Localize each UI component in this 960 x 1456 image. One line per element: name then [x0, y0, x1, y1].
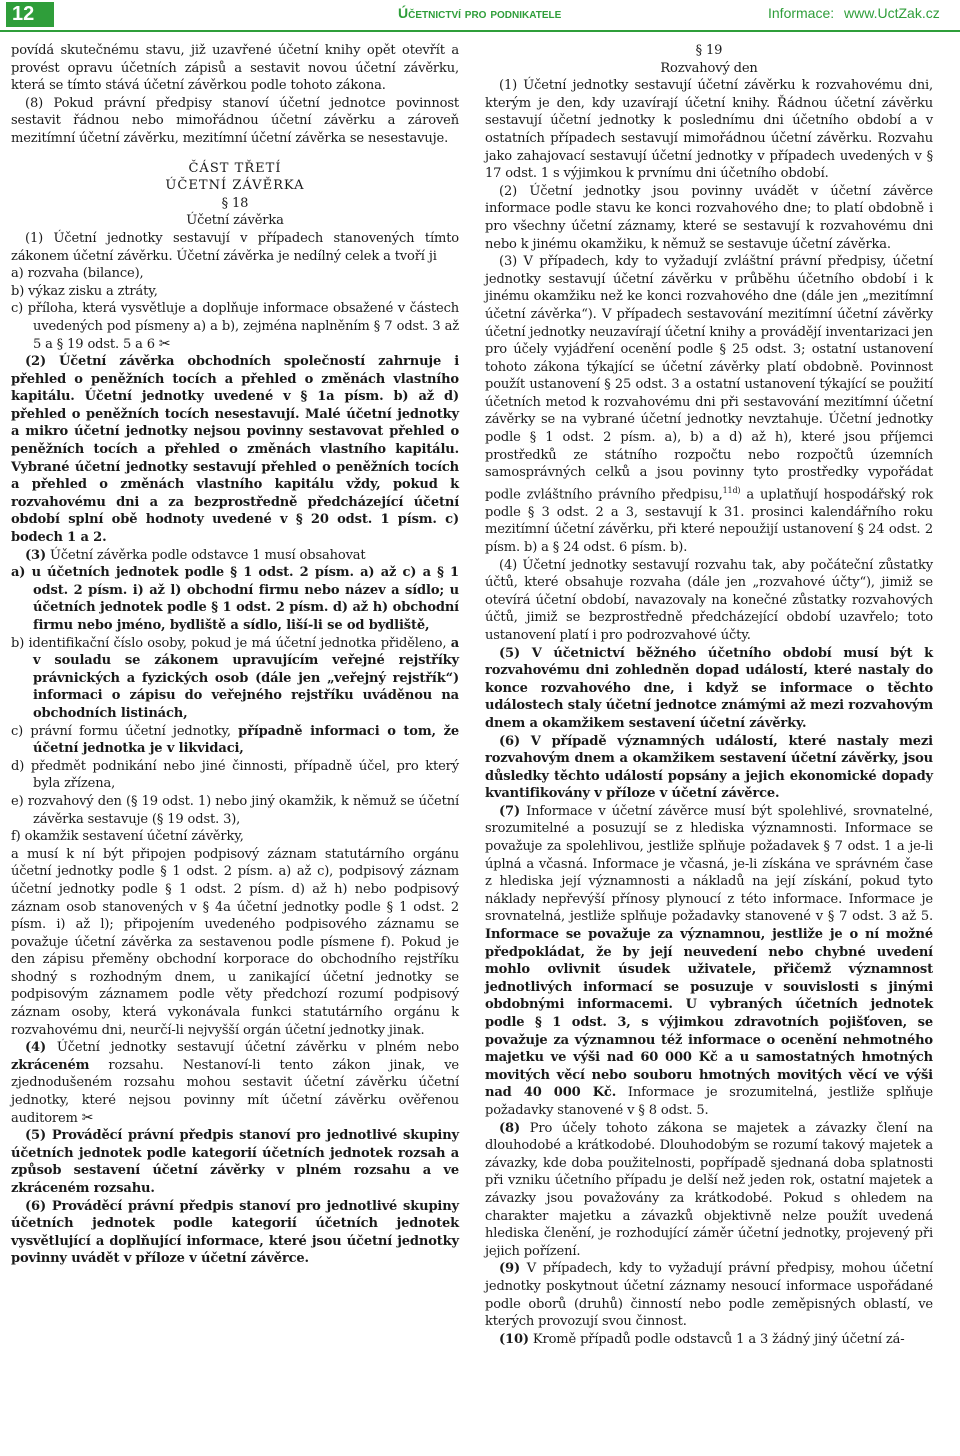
list-item: d) předmět podnikání nebo jiné činnosti, případně účel, pro který byla zřízena, — [11, 758, 459, 792]
list-item: f) okamžik sestavení účetní závěrky, — [11, 829, 244, 845]
running-title: Účetnictví pro podnikatele — [398, 5, 562, 21]
paragraph: (6) Prováděcí právní předpis stanoví pro jednotlivé skupiny účetních jednotek podle kategorií účetních jednotek vysvětlující a doplňující informace, které jsou účetní jednotky povinny uvádět v příloze v účetní závěrce. — [11, 1198, 459, 1267]
section-number: § 19 — [695, 43, 723, 58]
paragraph: povídá skutečnému stavu, již uzavřené účetní knihy opět otevřít a provést opravu účetních zápisů a sestavit novou účetní závěrku, která se tímto stává účetní závěrkou podle tohoto zákona. — [11, 43, 459, 94]
footnote-ref: 11d) — [722, 485, 741, 495]
section-title: Účetní závěrka — [186, 213, 284, 229]
paragraph: (2) Účetní jednotky jsou povinny uvádět v účetní závěrce informace podle stavu ke konci rozvahového dne; to platí obdobně i pro všechny účetní záznamy, které se sestavují k rozvahovému dni nebo k jinému okamžiku, k němuž se sestavuje účetní závěrka. — [485, 183, 933, 252]
section-number: § 18 — [221, 195, 249, 211]
part-title: ÚČETNÍ ZÁVĚRKA — [165, 178, 305, 194]
paragraph: a musí k ní být připojen podpisový záznam statutárního orgánu účetní jednotky podle § 1 odst. 2 písm. a) až c), podpisový záznam účetní jednotky podle § 1 odst. 2 písm. d) až h) nebo podpisový záznam osob stanovených v § 4a účetní jednotky podle § 1 odst. 2 písm. i) až l); připojením uvedeného podpisového záznamu se považuje účetní závěrka za sestavenou podle písmene f). Pokud je den zápisu přeměny obchodní korporace do obchodního rejstříku shodný s rozhodným dnem, u zanikající účetní jednotky se podpisovým záznamem podle věty předchozí rozumí podpisový záznam osoby, která vykonávala funkci statutárního orgánu k rozvahovému dni, neurčí-li nejvyšší orgán účetní jednotky jinak. — [11, 846, 459, 1038]
paragraph: (8) Pro účely tohoto zákona se majetek a závazky člení na dlouhodobé a krátkodobé. Dlouhodobým se rozumí takový majetek a závazky, kde doba použitelnosti, popřípadě sjednaná doba splatnosti při vzniku účetního případu je delší než jeden rok, ostatní majetek a závazky jsou považovány za krátkodobé. Pokud s ohledem na charakter majetku a závazků objektivně nelze použít uvedená hlediska členění, je rozhodující záměr účetní jednotky, projevený při jejich pořízení. — [485, 1120, 933, 1259]
list-item: a) rozvaha (bilance), — [11, 266, 144, 282]
left-column — [11, 42, 459, 1268]
page-number: 12 — [6, 2, 54, 27]
scissors-icon: ✂ — [158, 335, 171, 352]
paragraph: (6) V případě významných událostí, které nastaly mezi rozvahovým dnem a okamžikem sestavení účetní závěrky, jsou důsledky těchto událostí popsány a jejich ekonomické dopady kvantifikovány v příloze v účetní závěrce. — [485, 733, 933, 802]
list-item: e) rozvahový den (§ 19 odst. 1) nebo jiný okamžik, k němuž se účetní závěrka sestavuje (§ 19 odst. 3), — [11, 793, 459, 827]
paragraph: (9) V případech, kdy to vyžadují právní předpisy, mohou účetní jednotky poskytnout účetní záznamy nesoucí informace uspořádané podle oborů (druhů) činností nebo podle zeměpisných oblastí, ve kterých provozují svou činnost. — [485, 1261, 934, 1330]
paragraph: (3) Účetní závěrka podle odstavce 1 musí obsahovat — [25, 547, 366, 563]
list-item: c) příloha, která vysvětluje a doplňuje informace obsažené v částech uvedených pod písmeny a) a b), zejména naplněním § 7 odst. 3 až 5 a § 19 odst. 5 a 6 ✂ — [11, 301, 459, 352]
section-title: Rozvahový den — [660, 60, 758, 76]
scissors-icon: ✂ — [81, 1109, 94, 1126]
paragraph: (2) Účetní závěrka obchodních společností zahrnuje i přehled o peněžních tocích a přehled o změnách vlastního kapitálu. Účetní jednotky uvedené v § 1a písm. b) až d) přehled o peněžních tocích nesestavují. Malé účetní jednotky a mikro účetní jednotky nejsou povinny sestavovat přehled o peněžních tocích a přehled o změnách vlastního kapitálu. Vybrané účetní jednotky sestavují přehled o peněžních tocích a přehled o změnách vlastního kapitálu vždy, pokud k rozvahovému dni a za bezprostředně předcházející účetní období splní obě hodnoty uvedené v § 20 odst. 1 písm. c) bodech 1 a 2. — [11, 354, 459, 546]
paragraph: (5) Prováděcí právní předpis stanoví pro jednotlivé skupiny účetních jednotek podle kategorií účetních jednotek rozsah a způsob sestavení účetní závěrky v plném rozsahu a ve zkráceném rozsahu. — [11, 1128, 459, 1196]
paragraph: (7) Informace v účetní závěrce musí být spolehlivé, srovnatelné, srozumitelné a posuzují se z hlediska významnosti. Informace se považuje za spolehlivou, jestliže splňuje požadavek § 7 odst. 1 a je-li úplná a včasná. Informace je včasná, je-li získána ve správném čase z hlediska její významnosti a nákladů na její získání, pokud tyto náklady nepřevýší přínosy plynoucí z této informace. Informace je srovnatelná, jestliže splňuje požadavky stanovené v § 7 odst. 3 až 5. Informace se považuje za významnou, jestliže je o ní možné předpokládat, že by její neuvedení nebo chybné uvedení mohlo ovlivnit úsudek uživatele, přičemž významnost jednotlivých informací se posuzuje v souvislosti s jinými obdobnými informacemi. U vybraných účetních jednotek podle § 1 odst. 3, s výjimkou zdravotních pojišťoven, se považuje za významnou též informace o ocenění nehmotného majetku ve výši nad 60 000 Kč a u samostatných hmotných movitých věcí nebo souboru hmotných movitých věcí ve výši nad 40 000 Kč. Informace je srozumitelná, jestliže splňuje požadavky stanovené v § 8 odst. 5. — [485, 803, 934, 1118]
list-item: c) právní formu účetní jednotky, případně informaci o tom, že účetní jednotka je v likvidaci, — [11, 723, 459, 757]
paragraph: (10) Kromě případů podle odstavců 1 a 3 žádný jiný účetní zá- — [499, 1331, 905, 1347]
paragraph: (5) V účetnictví běžného účetního období musí být k rozvahovému dni zohledněn dopad událostí, které nastaly do konce rozvahového dne, i když se informace o těchto událostech staly účetní jednotce známými až mezi rozvahovým dnem a okamžikem sestavení účetní závěrky. — [485, 645, 933, 731]
paragraph: (8) Pokud právní předpisy stanoví účetní jednotce povinnost sestavit řádnou nebo mimořádnou účetní závěrku a zároveň mezitímní účetní závěrku, mezitímní účetní závěrka se nesestavuje. — [11, 95, 459, 146]
list-item: b) identifikační číslo osoby, pokud je má účetní jednotka přiděleno, a v souladu se zákonem upravujícím veřejné rejstříky právnických a fyzických osob (dále jen „veřejný rejstřík“) informaci o zápisu do veřejného rejstříku uváděnou na obchodních listinách, — [11, 635, 459, 721]
paragraph: (1) Účetní jednotky sestavují v případech stanovených tímto zákonem účetní závěrku. Účetní závěrka je nedílný celek a tvoří ji — [11, 230, 459, 264]
header-rule — [0, 30, 960, 32]
part-heading: ČÁST TŘETÍ — [188, 160, 282, 176]
paragraph: (4) Účetní jednotky sestavují účetní závěrku v plném nebo zkráceném rozsahu. Nestanoví-li tento zákon jinak, ve zjednodušeném rozsahu mohou sestavit účetní závěrku účetní jednotky, které nejsou povinny mít účetní závěrku ověřenou auditorem ✂ — [11, 1040, 459, 1126]
right-column — [485, 42, 933, 1348]
paragraph: (1) Účetní jednotky sestavují účetní závěrku k rozvahovému dni, kterým je den, kdy uzavírají účetní knihy. Řádnou účetní závěrku sestavují účetní jednotky k poslednímu dni účetního období a v ostatních případech sestavují mimořádnou účetní závěrku. Rozvahu jako zahajovací sestavují účetní jednotky v případech uvedených v § 17 odst. 1 s výjimkou k prvnímu dni účetního období. — [485, 78, 933, 182]
page-header — [0, 0, 960, 30]
paragraph: (4) Účetní jednotky sestavují rozvahu tak, aby počáteční zůstatky účtů, které obsahuje rozvaha (dále jen „rozvahové účty“), jimiž se otevírá účetní období, navazovaly na konečné zůstatky rozvahových účtů, jimiž se bezprostředně předcházející období uzavřelo; toto ustanovení platí i pro podrozvahové účty. — [485, 557, 933, 643]
running-info: Informace: www.UctZak.cz — [768, 5, 940, 21]
list-item: a) u účetních jednotek podle § 1 odst. 2 písm. a) až c) a § 1 odst. 2 písm. i) až l) obchodní firmu nebo název a sídlo; u účetních jednotek podle § 1 odst. 2 písm. d) až h) obchodní firmu nebo jméno, bydliště a sídlo, liší-li se od bydliště, — [11, 565, 459, 633]
list-item: b) výkaz zisku a ztráty, — [11, 283, 158, 299]
paragraph: (3) V případech, kdy to vyžadují zvláštní právní předpisy, účetní jednotky sestavují účetní závěrku v průběhu účetního období i k jinému okamžiku než ke konci rozvahového dne (dále jen „mezitímní účetní závěrka“). V případech sestavování mezitímní účetní závěrky účetní jednotky neuzavírají účetní knihy a provádějí inventarizaci jen pro účely vyjádření ocenění podle § 25 odst. 3; ostatní ustanovení tohoto zákona týkající se účetní závěrky platí obdobně. Povinnost použít ustanovení § 25 odst. 3 a ostatní ustanovení týkající se použití účetních metod k rozvahovému dni při sestavování mezitímní účetní závěrky se na vybrané účetní jednotky nevztahuje. Účetní jednotky podle § 1 odst. 2 písm. a), b) a d) až h), které jsou příjemci prostředků ze státního rozpočtu nebo rozpočtů územních samosprávných celků a jsou povinny tyto prostředky vypořádat podle zvláštního právního předpisu,$^{11d)}$ a uplatňují hospodářský rok podle § 3 odst. 2 a 3, sestavují k 31. prosinci kalendářního roku mezitímní účetní závěrku, při které nepoužijí ustanovení § 24 odst. 2 písm. b) a § 24 odst. 6 písm. b). — [485, 254, 933, 555]
